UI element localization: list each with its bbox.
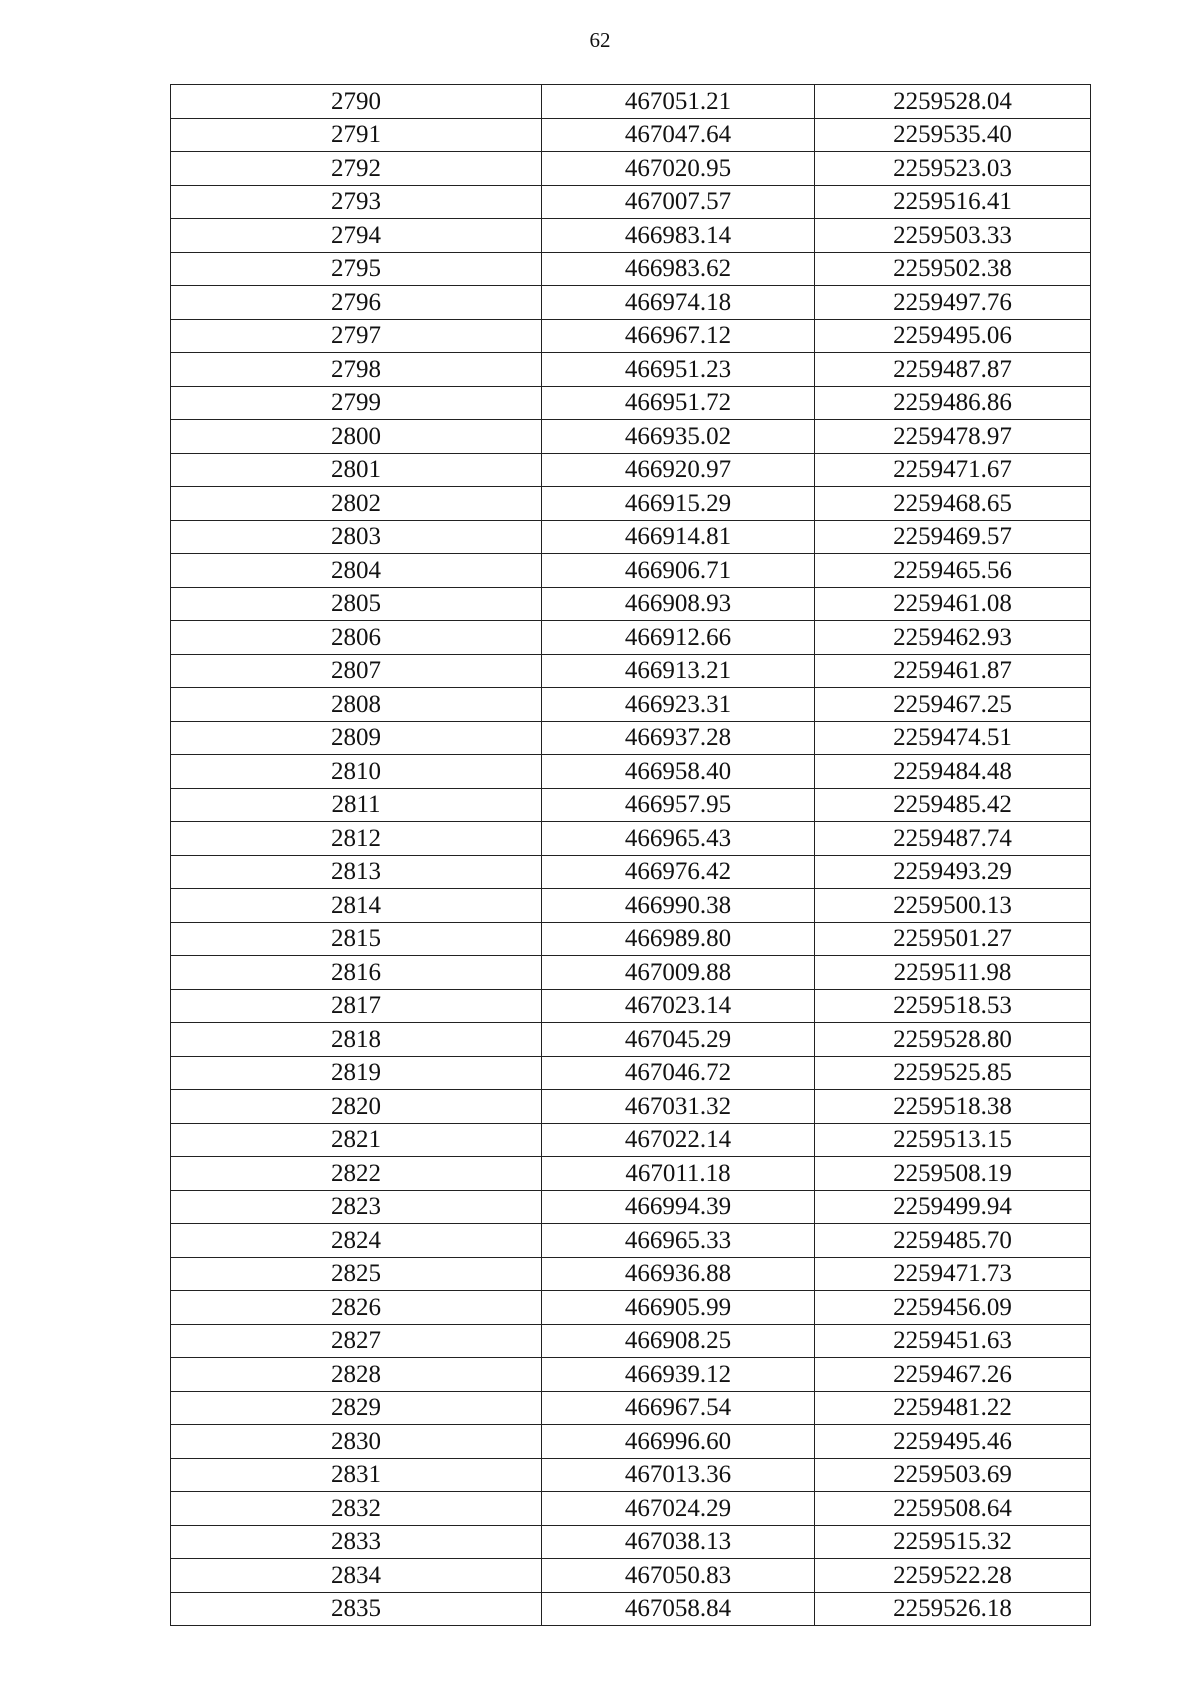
table-row [171,1190,1091,1224]
y-coordinate-cell: 2259487.87 [815,353,1091,387]
y-coordinate-cell: 2259451.63 [815,1324,1091,1358]
point-number-cell: 2796 [171,286,542,320]
table-row [171,353,1091,387]
y-coordinate-cell: 2259511.98 [815,956,1091,990]
y-coordinate-cell: 2259518.53 [815,989,1091,1023]
x-coordinate-cell: 466976.42 [542,855,815,889]
table-row [171,286,1091,320]
point-number-cell: 2818 [171,1023,542,1057]
x-coordinate-cell: 467051.21 [542,85,815,119]
table-row [171,755,1091,789]
y-coordinate-cell: 2259461.87 [815,654,1091,688]
point-number-cell: 2813 [171,855,542,889]
point-number-cell: 2809 [171,721,542,755]
table-row [171,185,1091,219]
x-coordinate-cell: 467050.83 [542,1559,815,1593]
y-coordinate-cell: 2259461.08 [815,587,1091,621]
x-coordinate-cell: 466967.12 [542,319,815,353]
point-number-cell: 2794 [171,219,542,253]
table-row [171,1458,1091,1492]
x-coordinate-cell: 466905.99 [542,1291,815,1325]
x-coordinate-cell: 466967.54 [542,1391,815,1425]
point-number-cell: 2834 [171,1559,542,1593]
point-number-cell: 2811 [171,788,542,822]
point-number-cell: 2827 [171,1324,542,1358]
table-row [171,520,1091,554]
coordinates-table [170,84,1091,1626]
y-coordinate-cell: 2259535.40 [815,118,1091,152]
x-coordinate-cell: 466983.62 [542,252,815,286]
y-coordinate-cell: 2259523.03 [815,152,1091,186]
point-number-cell: 2807 [171,654,542,688]
table-row [171,1592,1091,1626]
point-number-cell: 2804 [171,554,542,588]
table-row [171,587,1091,621]
y-coordinate-cell: 2259487.74 [815,822,1091,856]
page-number: 62 [589,28,611,52]
point-number-cell: 2798 [171,353,542,387]
y-coordinate-cell: 2259456.09 [815,1291,1091,1325]
point-number-cell: 2831 [171,1458,542,1492]
point-number-cell: 2819 [171,1056,542,1090]
x-coordinate-cell: 466923.31 [542,688,815,722]
y-coordinate-cell: 2259495.06 [815,319,1091,353]
x-coordinate-cell: 466951.72 [542,386,815,420]
x-coordinate-cell: 466994.39 [542,1190,815,1224]
table-row [171,1525,1091,1559]
y-coordinate-cell: 2259525.85 [815,1056,1091,1090]
point-number-cell: 2814 [171,889,542,923]
table-row [171,1291,1091,1325]
point-number-cell: 2829 [171,1391,542,1425]
y-coordinate-cell: 2259471.67 [815,453,1091,487]
point-number-cell: 2825 [171,1257,542,1291]
point-number-cell: 2810 [171,755,542,789]
y-coordinate-cell: 2259485.70 [815,1224,1091,1258]
y-coordinate-cell: 2259467.26 [815,1358,1091,1392]
y-coordinate-cell: 2259508.19 [815,1157,1091,1191]
x-coordinate-cell: 467024.29 [542,1492,815,1526]
y-coordinate-cell: 2259503.33 [815,219,1091,253]
table-row [171,386,1091,420]
x-coordinate-cell: 466965.43 [542,822,815,856]
y-coordinate-cell: 2259516.41 [815,185,1091,219]
table-row [171,922,1091,956]
y-coordinate-cell: 2259497.76 [815,286,1091,320]
table-row [171,956,1091,990]
x-coordinate-cell: 466965.33 [542,1224,815,1258]
y-coordinate-cell: 2259528.04 [815,85,1091,119]
y-coordinate-cell: 2259508.64 [815,1492,1091,1526]
x-coordinate-cell: 466974.18 [542,286,815,320]
point-number-cell: 2805 [171,587,542,621]
table-row [171,554,1091,588]
table-row [171,688,1091,722]
x-coordinate-cell: 467047.64 [542,118,815,152]
x-coordinate-cell: 466908.25 [542,1324,815,1358]
table-row [171,822,1091,856]
table-row [171,85,1091,119]
x-coordinate-cell: 466915.29 [542,487,815,521]
coordinates-table-body [171,85,1091,1626]
y-coordinate-cell: 2259469.57 [815,520,1091,554]
table-row [171,721,1091,755]
table-row [171,1391,1091,1425]
x-coordinate-cell: 466958.40 [542,755,815,789]
point-number-cell: 2815 [171,922,542,956]
y-coordinate-cell: 2259518.38 [815,1090,1091,1124]
table-row [171,788,1091,822]
y-coordinate-cell: 2259485.42 [815,788,1091,822]
point-number-cell: 2797 [171,319,542,353]
table-row [171,1056,1091,1090]
table-row [171,1123,1091,1157]
point-number-cell: 2812 [171,822,542,856]
y-coordinate-cell: 2259465.56 [815,554,1091,588]
x-coordinate-cell: 466920.97 [542,453,815,487]
table-row [171,252,1091,286]
x-coordinate-cell: 466951.23 [542,353,815,387]
x-coordinate-cell: 466935.02 [542,420,815,454]
table-row [171,420,1091,454]
x-coordinate-cell: 467022.14 [542,1123,815,1157]
x-coordinate-cell: 467045.29 [542,1023,815,1057]
point-number-cell: 2808 [171,688,542,722]
x-coordinate-cell: 466996.60 [542,1425,815,1459]
table-row [171,621,1091,655]
y-coordinate-cell: 2259495.46 [815,1425,1091,1459]
y-coordinate-cell: 2259486.86 [815,386,1091,420]
point-number-cell: 2832 [171,1492,542,1526]
point-number-cell: 2823 [171,1190,542,1224]
x-coordinate-cell: 466957.95 [542,788,815,822]
point-number-cell: 2802 [171,487,542,521]
table-row [171,487,1091,521]
point-number-cell: 2835 [171,1592,542,1626]
table-row [171,219,1091,253]
point-number-cell: 2795 [171,252,542,286]
point-number-cell: 2828 [171,1358,542,1392]
point-number-cell: 2822 [171,1157,542,1191]
y-coordinate-cell: 2259502.38 [815,252,1091,286]
table-row [171,1023,1091,1057]
y-coordinate-cell: 2259522.28 [815,1559,1091,1593]
x-coordinate-cell: 467007.57 [542,185,815,219]
point-number-cell: 2826 [171,1291,542,1325]
x-coordinate-cell: 466906.71 [542,554,815,588]
y-coordinate-cell: 2259471.73 [815,1257,1091,1291]
point-number-cell: 2817 [171,989,542,1023]
table-row [171,989,1091,1023]
table-row [171,1257,1091,1291]
point-number-cell: 2806 [171,621,542,655]
point-number-cell: 2799 [171,386,542,420]
x-coordinate-cell: 467020.95 [542,152,815,186]
y-coordinate-cell: 2259481.22 [815,1391,1091,1425]
table-row [171,1157,1091,1191]
point-number-cell: 2820 [171,1090,542,1124]
point-number-cell: 2800 [171,420,542,454]
table-row [171,855,1091,889]
y-coordinate-cell: 2259503.69 [815,1458,1091,1492]
x-coordinate-cell: 467013.36 [542,1458,815,1492]
y-coordinate-cell: 2259500.13 [815,889,1091,923]
point-number-cell: 2833 [171,1525,542,1559]
table-row [171,152,1091,186]
point-number-cell: 2790 [171,85,542,119]
x-coordinate-cell: 467058.84 [542,1592,815,1626]
x-coordinate-cell: 466983.14 [542,219,815,253]
y-coordinate-cell: 2259528.80 [815,1023,1091,1057]
point-number-cell: 2793 [171,185,542,219]
table-row [171,319,1091,353]
y-coordinate-cell: 2259515.32 [815,1525,1091,1559]
table-row [171,1358,1091,1392]
table-row [171,1090,1091,1124]
x-coordinate-cell: 467011.18 [542,1157,815,1191]
point-number-cell: 2801 [171,453,542,487]
point-number-cell: 2830 [171,1425,542,1459]
y-coordinate-cell: 2259467.25 [815,688,1091,722]
x-coordinate-cell: 466936.88 [542,1257,815,1291]
x-coordinate-cell: 467038.13 [542,1525,815,1559]
x-coordinate-cell: 466937.28 [542,721,815,755]
point-number-cell: 2824 [171,1224,542,1258]
point-number-cell: 2803 [171,520,542,554]
y-coordinate-cell: 2259493.29 [815,855,1091,889]
y-coordinate-cell: 2259484.48 [815,755,1091,789]
table-row [171,1425,1091,1459]
x-coordinate-cell: 466908.93 [542,587,815,621]
point-number-cell: 2821 [171,1123,542,1157]
x-coordinate-cell: 466913.21 [542,654,815,688]
x-coordinate-cell: 467046.72 [542,1056,815,1090]
table-row [171,1492,1091,1526]
x-coordinate-cell: 466914.81 [542,520,815,554]
table-row [171,118,1091,152]
y-coordinate-cell: 2259499.94 [815,1190,1091,1224]
x-coordinate-cell: 466939.12 [542,1358,815,1392]
point-number-cell: 2792 [171,152,542,186]
point-number-cell: 2816 [171,956,542,990]
y-coordinate-cell: 2259462.93 [815,621,1091,655]
x-coordinate-cell: 466989.80 [542,922,815,956]
point-number-cell: 2791 [171,118,542,152]
x-coordinate-cell: 467023.14 [542,989,815,1023]
table-row [171,1324,1091,1358]
x-coordinate-cell: 466990.38 [542,889,815,923]
x-coordinate-cell: 467009.88 [542,956,815,990]
y-coordinate-cell: 2259474.51 [815,721,1091,755]
table-row [171,1559,1091,1593]
y-coordinate-cell: 2259526.18 [815,1592,1091,1626]
y-coordinate-cell: 2259513.15 [815,1123,1091,1157]
table-row [171,889,1091,923]
table-row [171,1224,1091,1258]
y-coordinate-cell: 2259478.97 [815,420,1091,454]
x-coordinate-cell: 467031.32 [542,1090,815,1124]
x-coordinate-cell: 466912.66 [542,621,815,655]
y-coordinate-cell: 2259501.27 [815,922,1091,956]
table-row [171,453,1091,487]
table-row [171,654,1091,688]
y-coordinate-cell: 2259468.65 [815,487,1091,521]
